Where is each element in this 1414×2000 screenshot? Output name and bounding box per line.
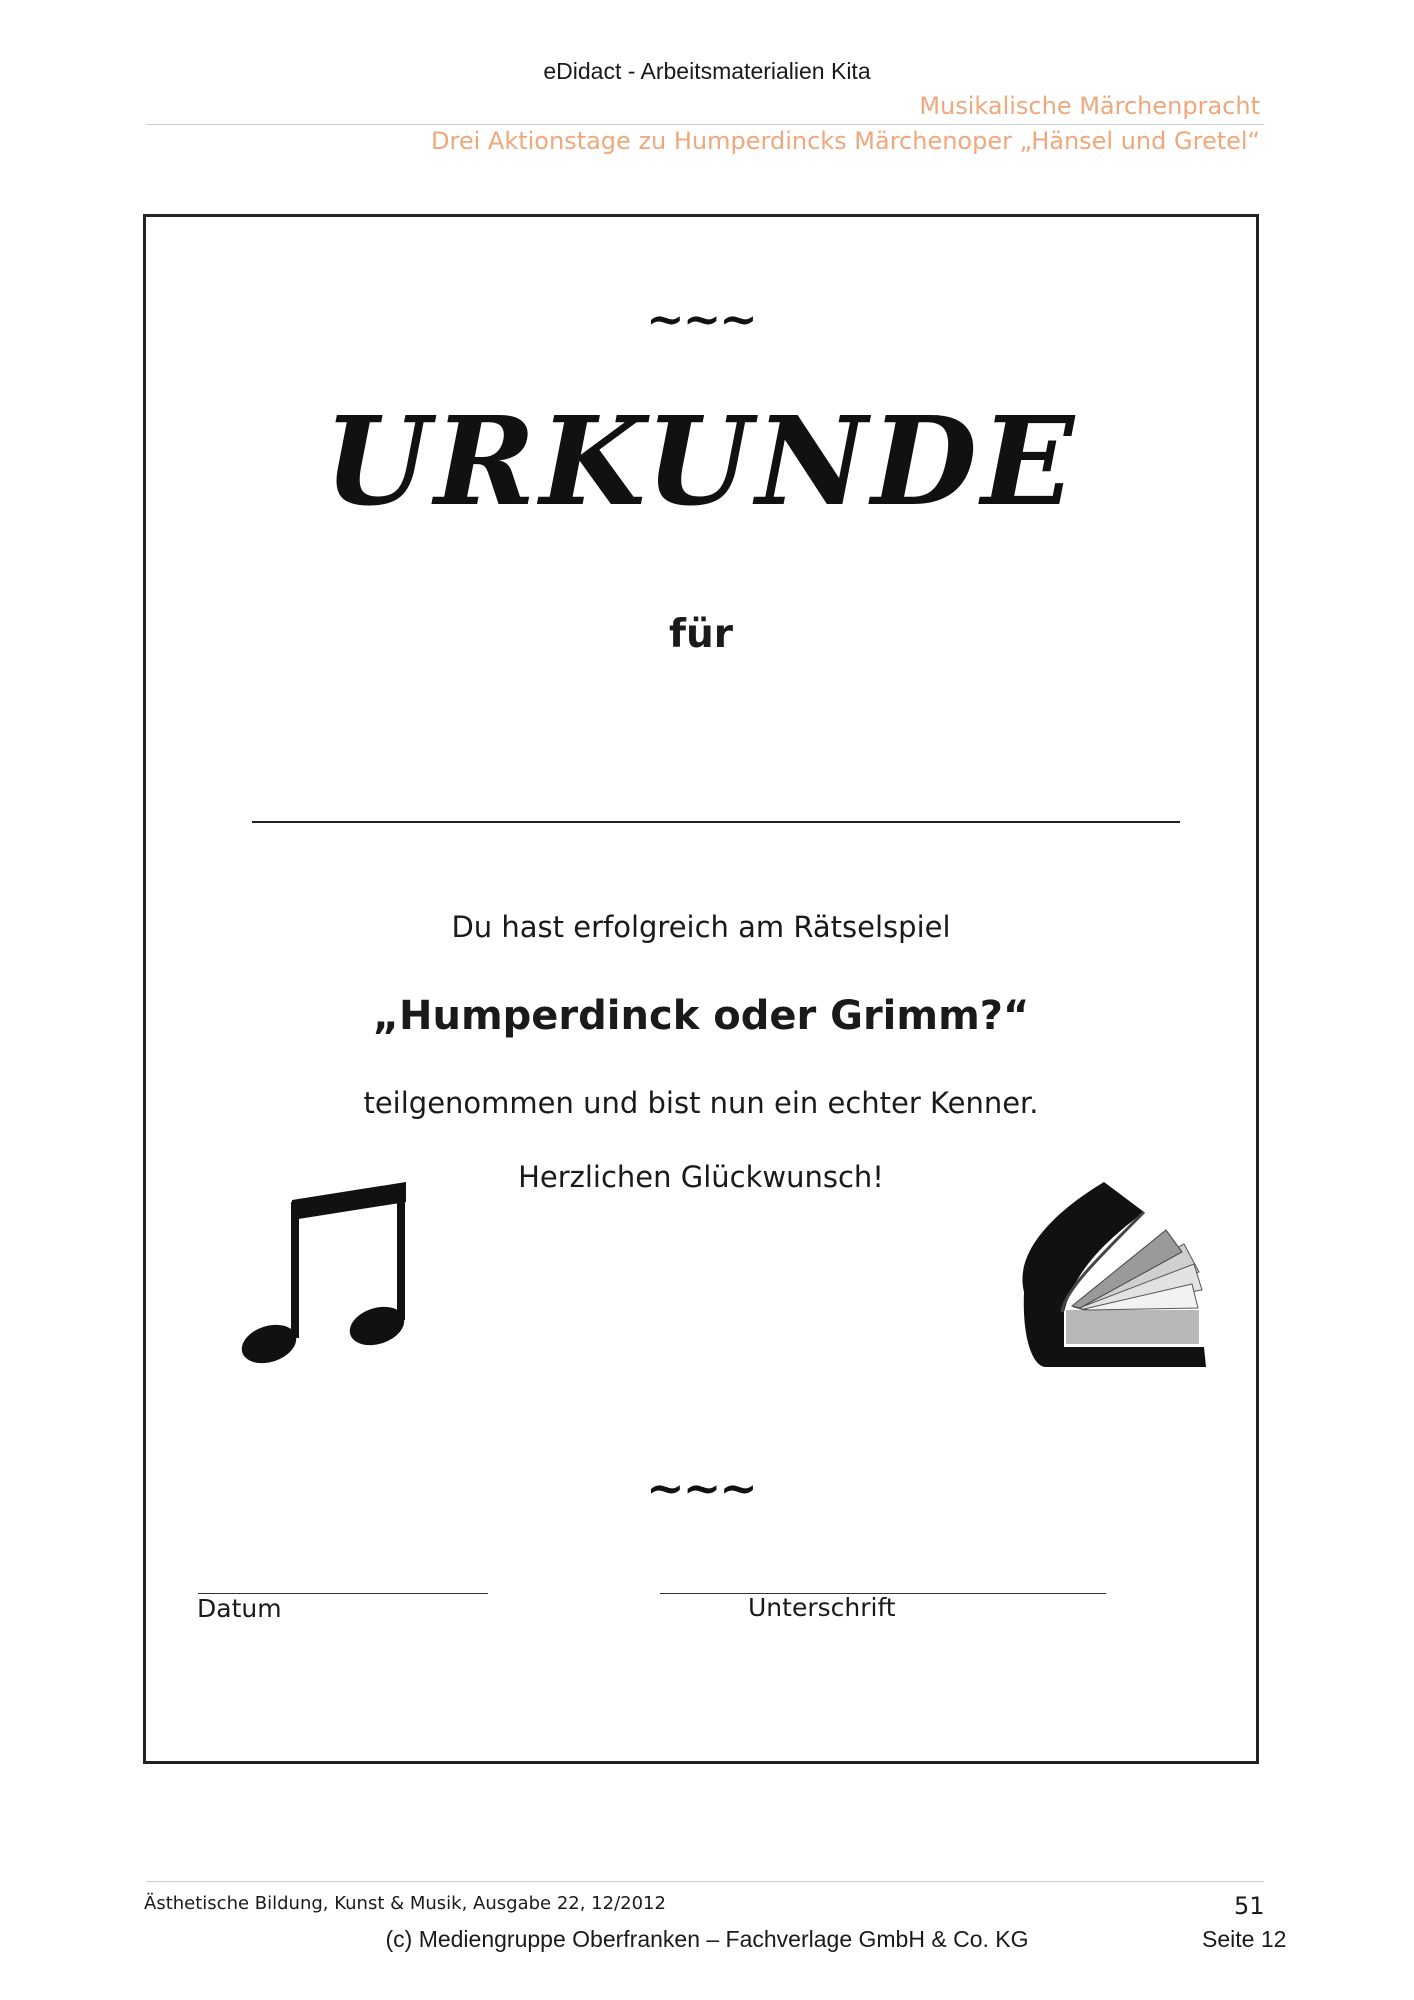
- footer-seite: Seite 12: [1202, 1926, 1287, 1952]
- footer-divider: [146, 1881, 1264, 1882]
- music-note-icon: [236, 1172, 416, 1382]
- congrats-text: Herzlichen Glückwunsch!: [518, 1160, 884, 1194]
- footer-issue: Ästhetische Bildung, Kunst & Musik, Ausgabe 22, 12/2012: [144, 1893, 666, 1914]
- book-icon: [994, 1172, 1214, 1372]
- footer-page-number: 51: [1234, 1892, 1265, 1920]
- certificate-title: URKUNDE: [323, 389, 1079, 533]
- footer-copyright: (c) Mediengruppe Oberfranken – Fachverlage GmbH & Co. KG: [385, 1926, 1029, 1952]
- site-title: eDidact - Arbeitsmaterialien Kita: [543, 58, 871, 84]
- ornament-bottom: ~~~: [646, 1461, 756, 1515]
- completion-text: teilgenommen und bist nun ein echter Kenner.: [363, 1086, 1039, 1120]
- game-title: „Humperdinck oder Grimm?“: [372, 993, 1030, 1039]
- header-divider: [146, 124, 1264, 125]
- signature-label: Unterschrift: [748, 1593, 896, 1622]
- intro-text: Du hast erfolgreich am Rätselspiel: [451, 910, 951, 944]
- series-title: Musikalische Märchenpracht: [919, 92, 1260, 120]
- for-label: für: [669, 612, 733, 657]
- date-label: Datum: [197, 1594, 282, 1623]
- name-line: [252, 821, 1180, 823]
- ornament-top: ~~~: [646, 292, 756, 346]
- series-subtitle: Drei Aktionstage zu Humperdincks Märchenoper „Hänsel und Gretel“: [431, 127, 1260, 155]
